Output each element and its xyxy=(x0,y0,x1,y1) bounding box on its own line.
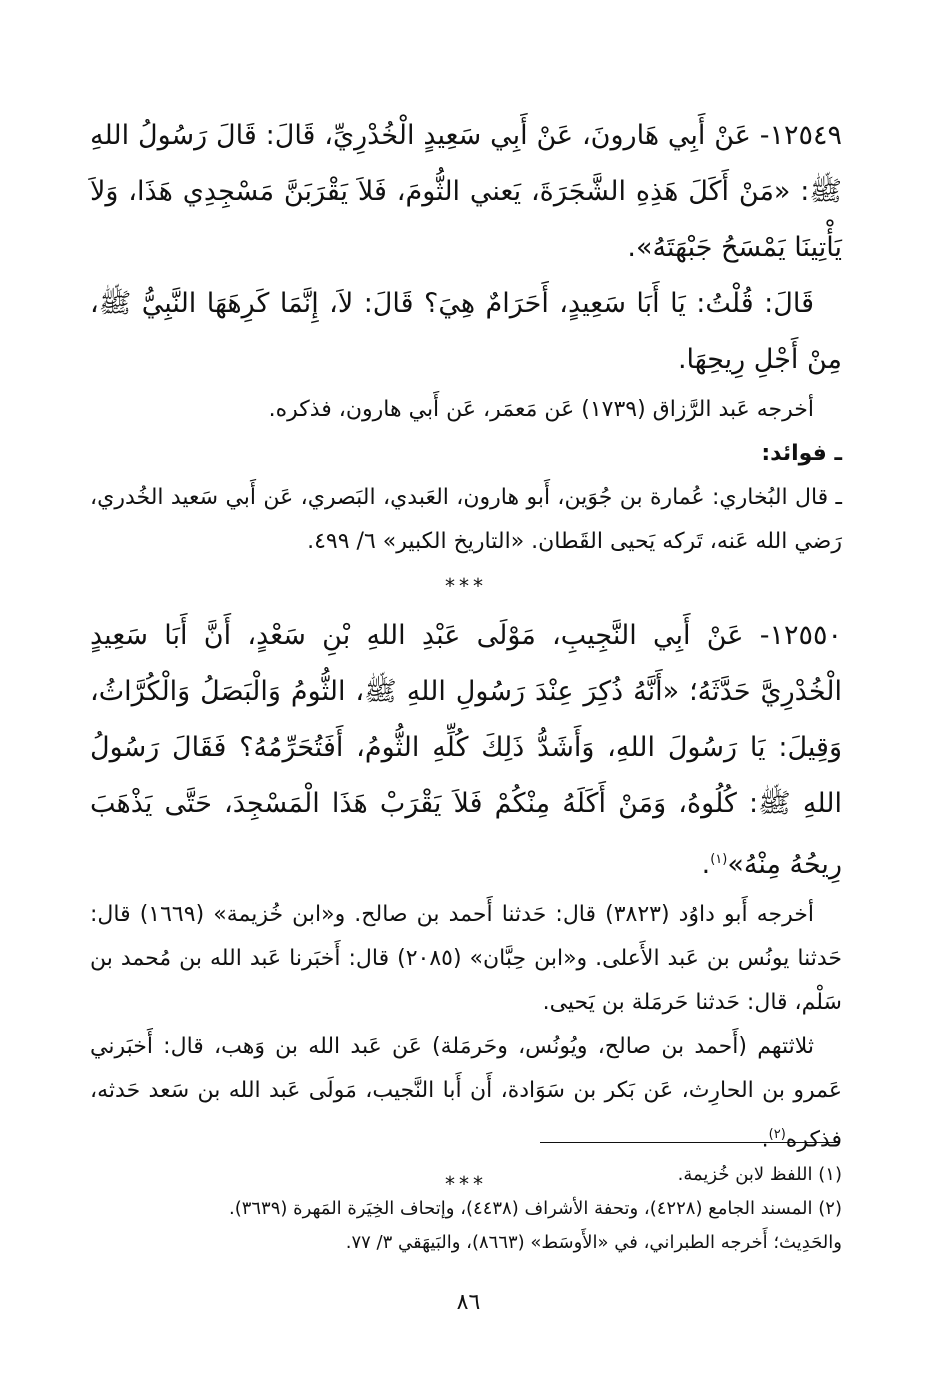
page-number: ٨٦ xyxy=(456,1290,481,1315)
hadith-12550-takhrij-2-end: . xyxy=(761,1127,769,1153)
hadith-12549-takhrij: أخرجه عَبد الرَّزاق (١٧٣٩) عَن مَعمَر، عَن أَبي هارون، فذكره. xyxy=(268,397,814,422)
hadith-12550-takhrij-1: أخرجه أَبو داوُد (٣٨٢٣) قال: حَدثنا أَحمد بن صالح. و«ابن خُزيمة» (١٦٦٩) قال: حَدثنا يونُس بن عَبد الأَعلى. و«ابن حِبَّان» (٢٠٨٥) قال: أَخبَرنا عَبد الله بن مُحمد بن سَلْم، قال: حَدثنا حَرمَلة بن يَحيى. xyxy=(90,902,843,1015)
hadith-12549-text: ١٢٥٤٩- عَنْ أَبِي هَارونَ، عَنْ أَبِي سَعِيدٍ الْخُدْرِيِّ، قَالَ: قَالَ رَسُولُ اللهِ ﷺ: «مَنْ أَكَلَ هَذِهِ الشَّجَرَةَ، يَعني الثُّومَ، فَلاَ يَقْرَبَنَّ مَسْجِدِي هَذَا، وَلاَ يَأْتِينَا يَمْسَحُ جَبْهَتَهُ». xyxy=(90,120,842,263)
hadith-12550-body: ١٢٥٥٠- عَنْ أَبِي النَّجِيبِ، مَوْلَى عَبْدِ اللهِ بْنِ سَعْدٍ، أَنَّ أَبَا سَعِيدٍ الْخُدْرِيَّ حَدَّثَهُ؛ «أَنَّهُ ذُكِرَ عِنْدَ رَسُولِ اللهِ ﷺ، الثُّومُ وَالْبَصَلُ وَالْكُرَّاثُ، وَقِيلَ: يَا رَسُولَ اللهِ، وَأَشَدُّ ذَلِكَ كُلِّهِ الثُّومُ، أَفَتُحَرِّمُهُ؟ فَقَالَ رَسُولُ اللهِ ﷺ: كُلُوهُ، وَمَنْ أَكَلَهُ مِنْكُمْ فَلاَ يَقْرَبْ هَذَا الْمَسْجِدَ، حَتَّى يَذْهَبَ رِيحُهُ مِنْهُ» xyxy=(90,620,842,880)
footnote-divider xyxy=(540,1142,840,1143)
hadith-12549-follow: قَالَ: قُلْتُ: يَا أَبَا سَعِيدٍ، أَحَرَامٌ هِيَ؟ قَالَ: لاَ، إِنَّمَا كَرِهَهَا النَّبِيُّ ﷺ، مِنْ أَجْلِ رِيحِهَا. xyxy=(90,288,842,375)
fawaid-heading: ـ فوائد: xyxy=(761,441,842,466)
footnote-2-continued: والحَدِيث؛ أَخرجه الطبراني، في «الأَوسَط» (٨٦٦٣)، والبَيهَقي ٣/ ٧٧. xyxy=(345,1232,842,1253)
footnote-marker-1: (١) xyxy=(710,852,728,867)
footnote-marker-2: (٢) xyxy=(768,1127,786,1142)
hadith-12550-takhrij-2-body: ثلاثتهم (أَحمد بن صالح، ويُونُس، وحَرمَلة) عَن عَبد الله بن وَهب، قال: أَخبَرني عَمرو بن الحارِث، عَن بَكر بن سَوَادة، أَن أَبا النَّجيب، مَولَى عَبد الله بن سَعد حَدثه، فذكره xyxy=(90,1034,842,1153)
separator-stars: *** xyxy=(445,1172,487,1197)
footnotes xyxy=(90,1158,842,1260)
separator-stars: *** xyxy=(445,574,487,598)
hadith-12550-end: . xyxy=(701,849,711,880)
fawaid-text: ـ قال البُخاري: عُمارة بن جُوَين، أَبو هارون، العَبدي، البَصري، عَن أَبي سَعيد الخُدري، رَضي الله عَنه، تَركه يَحيى القَطان. «التاريخ الكبير» ٦/ ٤٩٩. xyxy=(90,485,842,554)
page-body xyxy=(90,108,842,1206)
footnote-2: (٢) المسند الجامع (٤٢٢٨)، وتحفة الأشراف (٤٤٣٨)، وإتحاف الخِيَرة المَهرة (٣٦٣٩). xyxy=(228,1198,842,1219)
footnote-1: (١) اللفظ لابن خُزيمة. xyxy=(677,1164,842,1185)
hadith-12550-text xyxy=(90,608,842,893)
